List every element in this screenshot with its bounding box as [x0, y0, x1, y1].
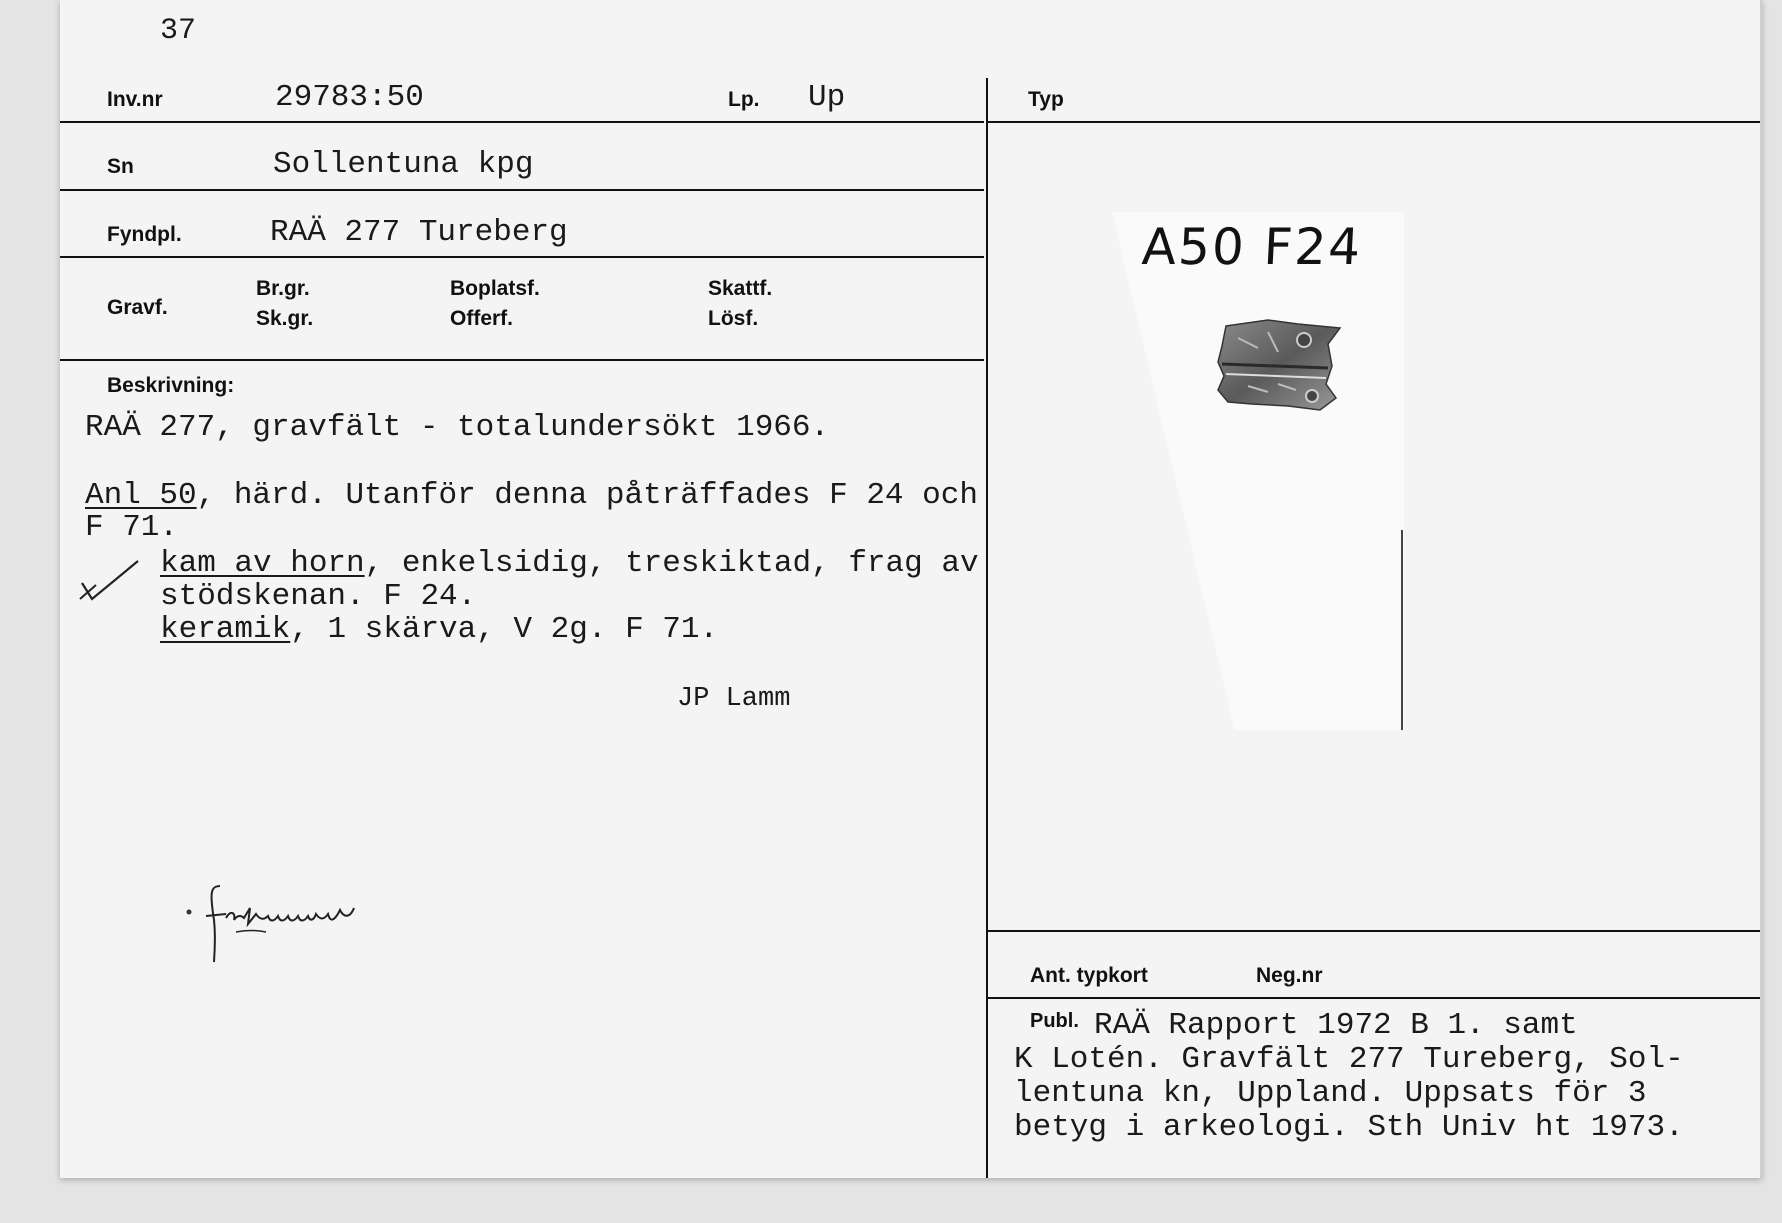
publication-line: K Lotén. Gravfält 277 Tureberg, Sol-: [1014, 1042, 1684, 1077]
publication-line: RAÄ Rapport 1972 B 1. samt: [1094, 1008, 1578, 1043]
description-line: [160, 612, 718, 647]
publ-label: Publ.: [1030, 1010, 1079, 1032]
description-underlined: keramik: [160, 612, 291, 647]
card-number: 37: [160, 14, 197, 48]
divider: [60, 359, 984, 361]
sn-value: Sollentuna kpg: [273, 147, 534, 182]
skgr-label: Sk.gr.: [256, 307, 314, 330]
typ-label: Typ: [1028, 88, 1064, 111]
sn-label: Sn: [107, 155, 134, 178]
lp-value: Up: [808, 80, 846, 115]
description-line: [85, 478, 978, 513]
description-text: , enkelsidig, treskiktad, frag av: [364, 546, 979, 581]
brgr-label: Br.gr.: [256, 277, 310, 300]
divider: [60, 256, 984, 258]
skattf-label: Skattf.: [708, 277, 773, 300]
beskrivning-label: Beskrivning:: [107, 374, 235, 397]
inv-nr-value: 29783:50: [275, 80, 424, 115]
comb-fragment-image: [1208, 318, 1348, 418]
photo-edge: [1401, 530, 1403, 730]
description-line: stödskenan. F 24.: [160, 579, 477, 614]
photo-label: A50 F24: [1140, 218, 1364, 276]
divider: [60, 121, 984, 123]
description-underlined: kam av horn: [160, 546, 365, 581]
offerf-label: Offerf.: [450, 307, 513, 330]
boplatsf-label: Boplatsf.: [450, 277, 540, 300]
divider: [986, 930, 1760, 932]
publication-line: lentuna kn, Uppland. Uppsats för 3: [1014, 1076, 1647, 1111]
divider: [986, 997, 1760, 999]
inv-nr-label: Inv.nr: [107, 88, 163, 111]
signature: JP Lamm: [677, 684, 791, 714]
checkmark-icon: [76, 555, 146, 605]
description-text: , 1 skärva, V 2g. F 71.: [290, 612, 719, 647]
publication-line: betyg i arkeologi. Sth Univ ht 1973.: [1014, 1110, 1684, 1145]
description-underlined: Anl 50: [85, 478, 197, 513]
fyndpl-label: Fyndpl.: [107, 223, 182, 246]
negnr-label: Neg.nr: [1256, 964, 1323, 987]
divider: [986, 121, 1760, 123]
ant-typkort-label: Ant. typkort: [1030, 964, 1148, 987]
description-line: [160, 546, 979, 581]
handwritten-note: [180, 880, 420, 995]
catalog-card: [60, 0, 1762, 1178]
column-divider: [986, 78, 988, 1178]
losf-label: Lösf.: [708, 307, 759, 330]
description-text: , härd. Utanför denna påträffades F 24 och: [196, 478, 978, 513]
handwriting-drawing: [180, 880, 420, 990]
description-line: RAÄ 277, gravfält - totalundersökt 1966.: [85, 410, 830, 445]
gravf-label: Gravf.: [107, 296, 168, 319]
lp-label: Lp.: [728, 88, 760, 111]
artifact-photo: [1112, 212, 1404, 730]
description-line: F 71.: [85, 510, 179, 545]
fyndpl-value: RAÄ 277 Tureberg: [270, 215, 568, 250]
divider: [60, 189, 984, 191]
